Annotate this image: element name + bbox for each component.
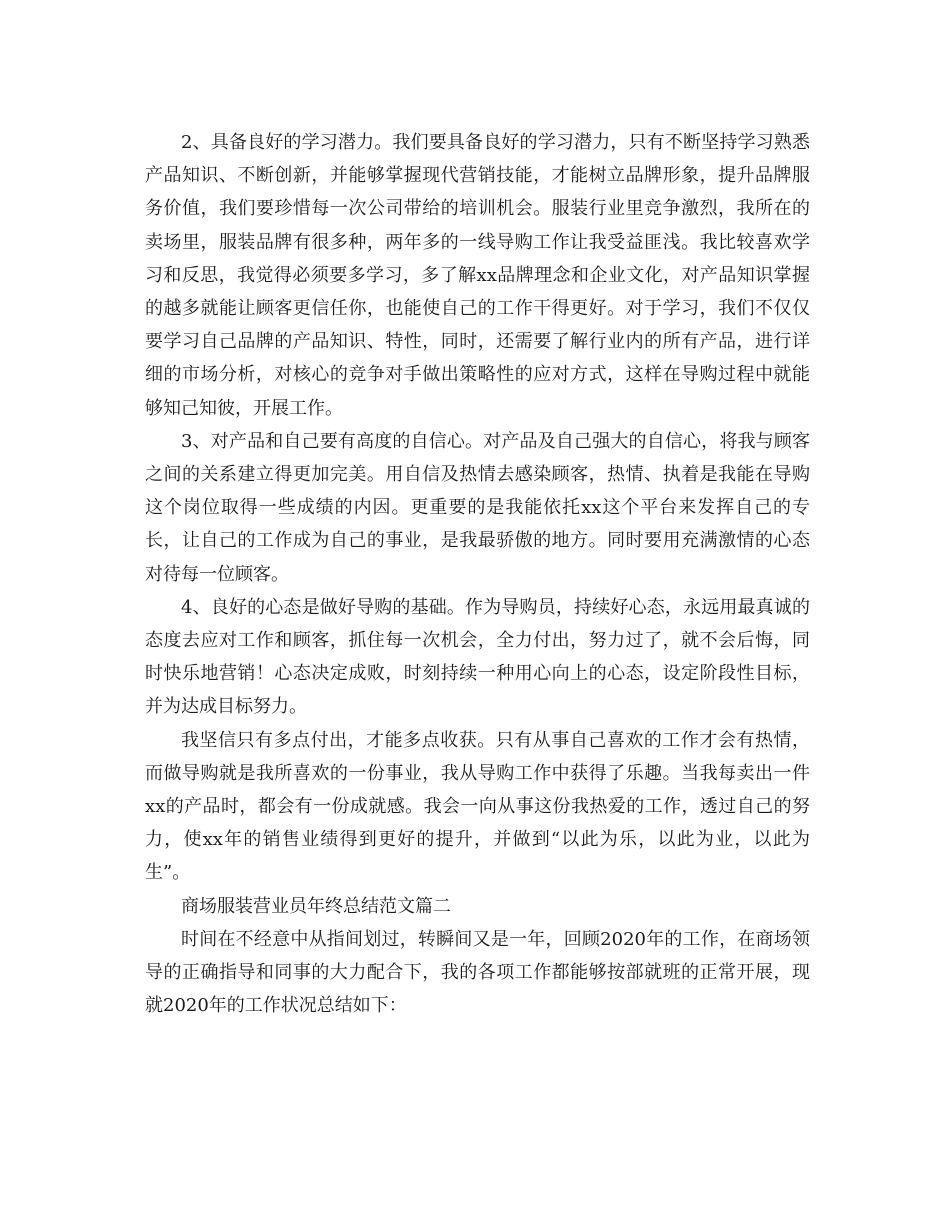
paragraph-conclusion: 我坚信只有多点付出，才能多点收获。只有从事自己喜欢的工作才会有热情，而做导购就是我所喜欢的一份事业，我从导购工作中获得了乐趣。当我每卖出一件xx的产品时，都会有一份成就感。我会一向从事这份我热爱的工作，透过自己的努力，使xx年的销售业绩得到更好的提升，并做到“以此为乐，以此为业，以此为生”。 — [145, 729, 810, 884]
section-heading: 商场服装营业员年终总结范文篇二 — [181, 895, 451, 917]
paragraph-self-confidence: 3、对产品和自己要有高度的自信心。对产品及自己强大的自信心，将我与顾客之间的关系建立得更加完美。用自信及热情去感染顾客，热情、执着是我能在导购这个岗位取得一些成绩的内因。更重要的是我能依托xx这个平台来发挥自己的专长，让自己的工作成为自己的事业，是我最骄傲的地方。同时要用充满激情的心态对待每一位顾客。 — [145, 430, 810, 585]
paragraph-intro-2020: 时间在不经意中从指间划过，转瞬间又是一年，回顾2020年的工作，在商场领导的正确指导和同事的大力配合下，我的各项工作都能够按部就班的正常开展，现就2020年的工作状况总结如下： — [145, 928, 810, 1017]
document-page — [145, 126, 810, 1022]
paragraph-learning-potential: 2、具备良好的学习潜力。我们要具备良好的学习潜力，只有不断坚持学习熟悉产品知识、不断创新，并能够掌握现代营销技能，才能树立品牌形象，提升品牌服务价值，我们要珍惜每一次公司带给的培训机会。服装行业里竞争激烈，我所在的卖场里，服装品牌有很多种，两年多的一线导购工作让我受益匪浅。我比较喜欢学习和反思，我觉得必须要多学习，多了解xx品牌理念和企业文化，对产品知识掌握的越多就能让顾客更信任你，也能使自己的工作干得更好。对于学习，我们不仅仅要学习自己品牌的产品知识、特性，同时，还需要了解行业内的所有产品，进行详细的市场分析，对核心的竞争对手做出策略性的应对方式，这样在导购过程中就能够知己知彼，开展工作。 — [145, 132, 810, 419]
paragraph-good-attitude: 4、良好的心态是做好导购的基础。作为导购员，持续好心态，永远用最真诚的态度去应对工作和顾客，抓住每一次机会，全力付出，努力过了，就不会后悔，同时快乐地营销！心态决定成败，时刻持续一种用心向上的心态，设定阶段性目标，并为达成目标努力。 — [145, 596, 810, 718]
